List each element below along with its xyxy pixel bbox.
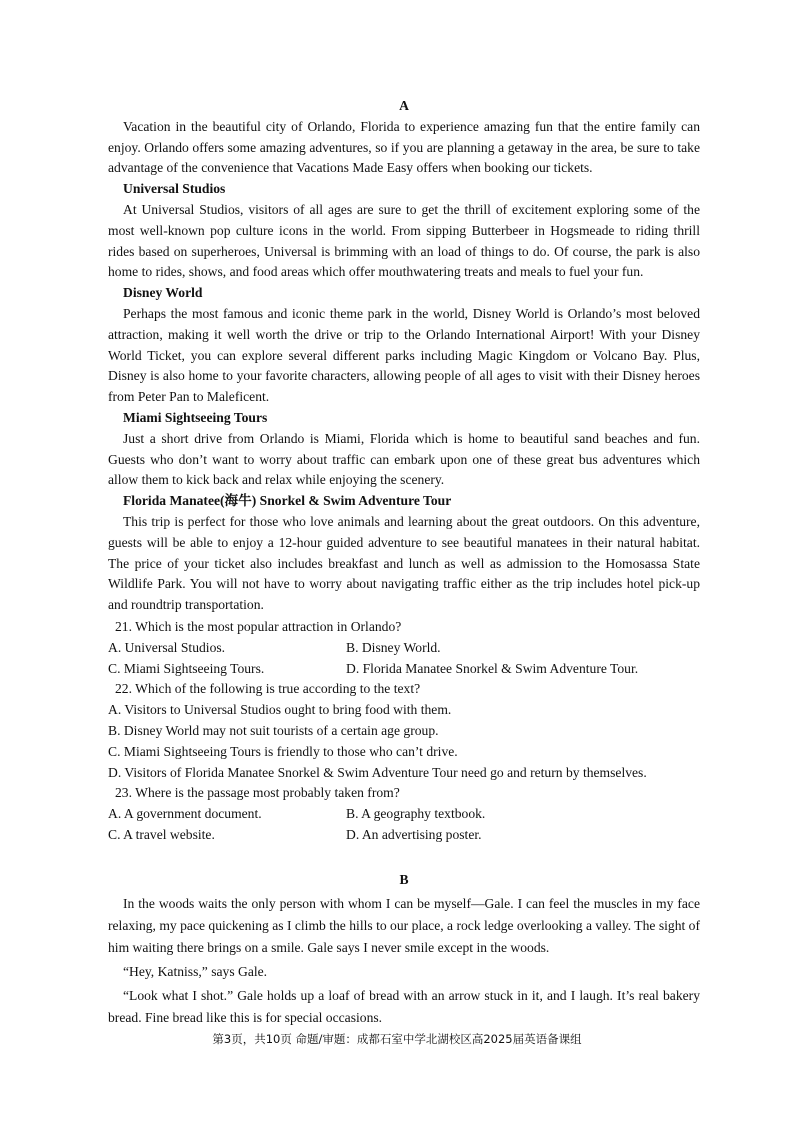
option-a: A. A government document. (108, 806, 262, 822)
section-a-title: A (399, 98, 409, 113)
option-b: B. Disney World. (346, 639, 441, 655)
paragraph-miami-tours: Just a short drive from Orlando is Miami, Florida which is home to beautiful sand beaches and fun. Guests who don’t want to worry about traffic can embark upon one of these great bus adventures which allow them to kick back and relax while enjoying the scenery. (108, 430, 700, 488)
option-a: A. Visitors to Universal Studios ought to bring food with them. (108, 702, 452, 718)
page-footer: 第3页，共10页 命题/审题：成都石室中学北湖校区高2025届英语备课组 (212, 1032, 582, 1046)
heading-universal-studios: Universal Studios (123, 181, 226, 197)
heading-manatee-tour: Florida Manatee(海牛) Snorkel & Swim Adventure Tour (123, 493, 452, 509)
section-b-paragraph-1: In the woods waits the only person with whom I can be myself—Gale. I can feel the muscles in my face relaxing, my pace quickening as I climb the hills to our place, a rock ledge overlooking a valley. The sight of him waiting there brings on a smile. Gale says I never smile except in the woods. (108, 895, 700, 955)
question-23 (108, 783, 707, 845)
question-21 (108, 617, 707, 679)
section-b (108, 870, 700, 1029)
option-d: D. Visitors of Florida Manatee Snorkel & Swim Adventure Tour need go and return by themselves. (108, 764, 647, 780)
paragraph-disney-world: Perhaps the most famous and iconic theme park in the world, Disney World is Orlando’s most beloved attraction, making it well worth the drive or trip to the Orlando International Airport! With your Disney World Ticket, you can explore several different parks including Magic Kingdom or Volcano Bay. Plus, Disney is also home to your favorite characters, allowing people of all ages to visit with their Disney heroes from Peter Pan to Maleficent. (108, 305, 700, 405)
option-b: B. Disney World may not suit tourists of a certain age group. (108, 722, 439, 738)
option-d: D. Florida Manatee Snorkel & Swim Adventure Tour. (346, 660, 639, 676)
option-b: B. A geography textbook. (346, 806, 486, 822)
section-a-intro: Vacation in the beautiful city of Orlando, Florida to experience amazing fun that the entire family can enjoy. Orlando offers some amazing adventures, so if you are planning a getaway in the area, be sure to take advantage of the convenience that Vacations Made Easy offers when booking our tickets. (108, 118, 700, 176)
question-stem: 21. Which is the most popular attraction in Orlando? (115, 619, 402, 634)
paragraph-universal-studios: At Universal Studios, visitors of all ages are sure to get the thrill of excitement exploring some of the most well-known pop culture icons in the world. From sipping Butterbeer in Hogsmeade to riding thrill rides based on superheroes, Universal is brimming with an load of things to do. Of course, the park is also home to rides, shows, and food areas which offer mouthwatering treats and meals to fuel your fun. (108, 201, 700, 280)
section-b-title: B (399, 872, 409, 887)
option-d: D. An advertising poster. (346, 826, 482, 842)
section-b-paragraph-3: “Look what I shot.” Gale holds up a loaf of bread with an arrow stuck in it, and I laugh. It’s real bakery bread. Fine bread like this is for special occasions. (108, 987, 700, 1025)
question-22 (108, 679, 707, 783)
questions (108, 617, 707, 846)
section-b-paragraph-2: “Hey, Katniss,” says Gale. (123, 963, 268, 979)
option-c: C. Miami Sightseeing Tours is friendly to those who can’t drive. (108, 743, 458, 759)
heading-miami-tours: Miami Sightseeing Tours (123, 409, 268, 425)
option-a: A. Universal Studios. (108, 639, 226, 655)
option-c: C. Miami Sightseeing Tours. (108, 660, 265, 676)
heading-disney-world: Disney World (123, 285, 203, 301)
section-a (108, 96, 700, 616)
paragraph-manatee-tour: This trip is perfect for those who love animals and learning about the great outdoors. On this adventure, guests will be able to enjoy a 12-hour guided adventure to see beautiful manatees in their natural habitat. The price of your ticket also includes breakfast and lunch as well as admission to the Homosassa State Wildlife Park. You will not have to worry about navigating traffic either as the trip includes hotel pick-up and roundtrip transportation. (108, 513, 700, 613)
option-c: C. A travel website. (108, 826, 215, 842)
question-stem: 23. Where is the passage most probably taken from? (115, 785, 400, 801)
question-stem: 22. Which of the following is true according to the text? (115, 681, 421, 697)
